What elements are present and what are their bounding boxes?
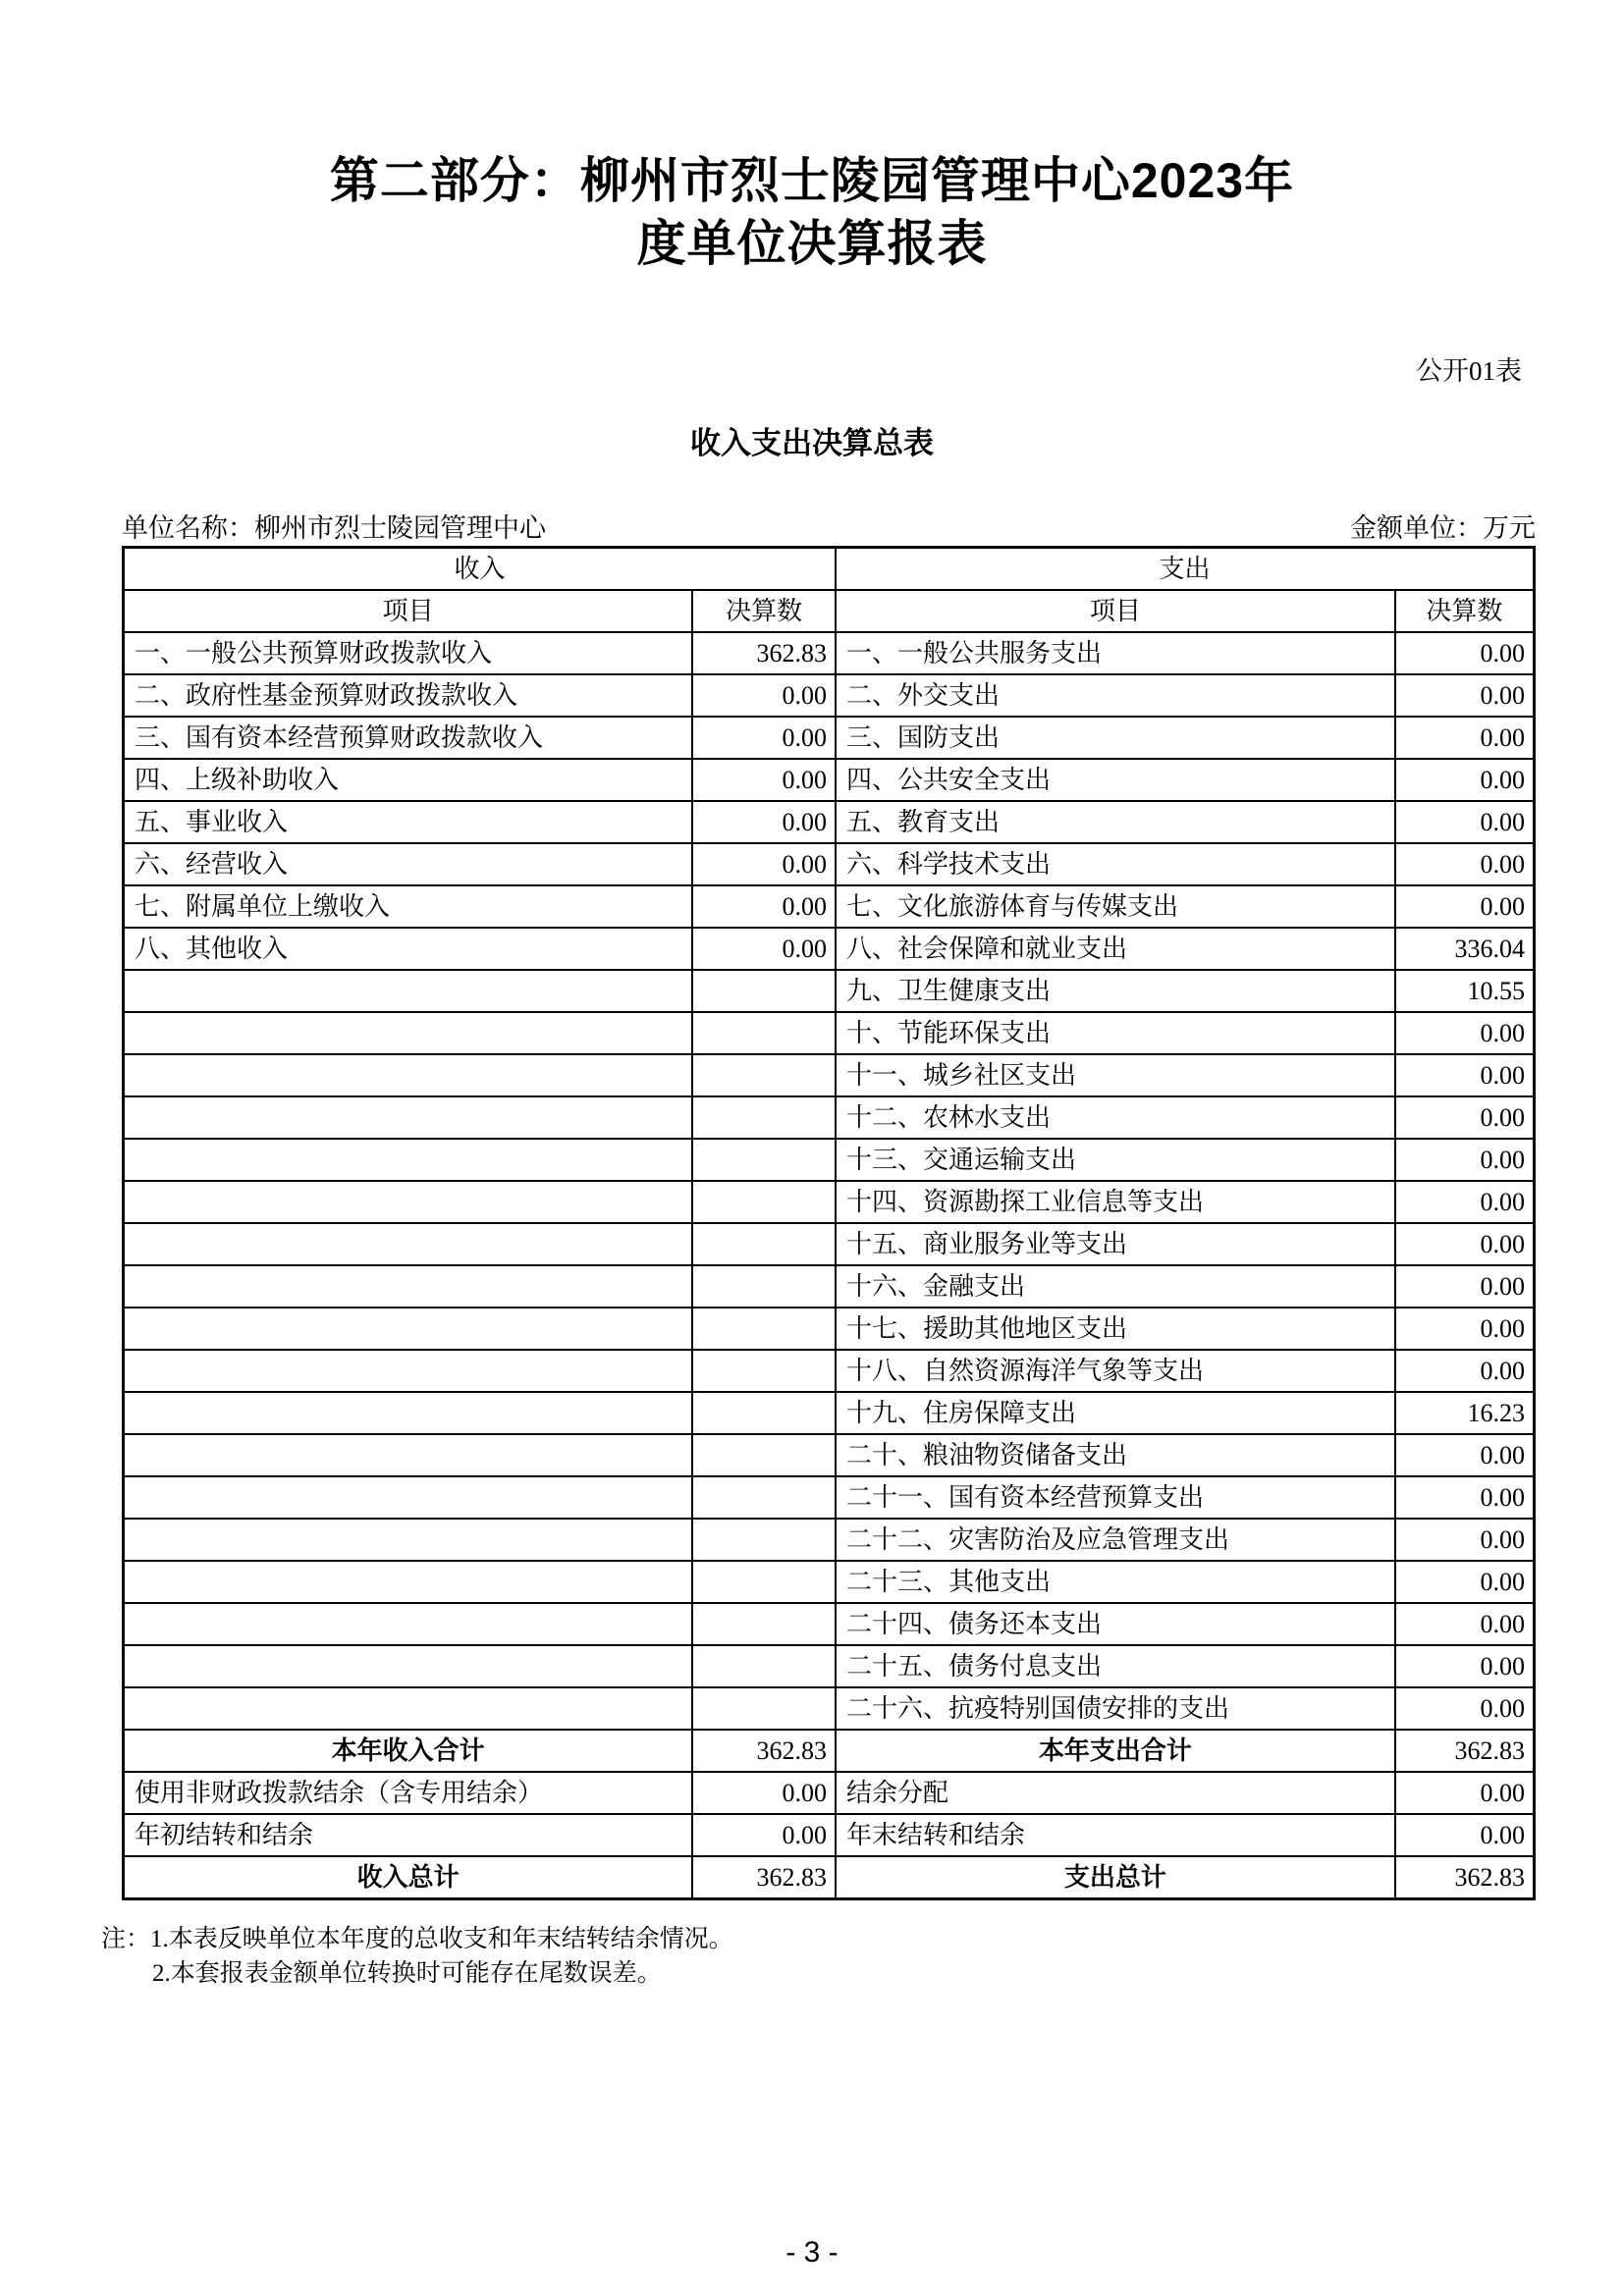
income-item-cell: [124, 1308, 693, 1350]
expense-item-cell: 十四、资源勘探工业信息等支出: [836, 1181, 1395, 1223]
table-row: [124, 1645, 1535, 1687]
table-row: [124, 1392, 1535, 1434]
table-notes: [101, 1922, 733, 1991]
table-meta-line: [122, 507, 1536, 545]
expense-group-header: 支出: [836, 548, 1534, 591]
table-row: [124, 632, 1535, 674]
expense-item-cell: 结余分配: [836, 1772, 1395, 1814]
income-amount-cell: [692, 1392, 836, 1434]
expense-item-cell: 二十四、债务还本支出: [836, 1603, 1395, 1645]
income-amount-cell: [692, 1434, 836, 1476]
table-row: [124, 928, 1535, 970]
income-amount-cell: 0.00: [692, 1814, 836, 1856]
income-item-cell: [124, 1561, 693, 1603]
table-row: [124, 1561, 1535, 1603]
income-item-cell: [124, 1223, 693, 1265]
expense-item-header: 项目: [836, 590, 1395, 632]
document-title-line2: 度单位决算报表: [636, 216, 988, 271]
table-row: [124, 970, 1535, 1012]
expense-item-cell: 十九、住房保障支出: [836, 1392, 1395, 1434]
income-amount-cell: [692, 970, 836, 1012]
expense-item-cell: 五、教育支出: [836, 801, 1395, 843]
income-item-cell: [124, 1012, 693, 1054]
expense-amount-cell: 0.00: [1395, 1181, 1535, 1223]
table-body: [124, 632, 1535, 1899]
expense-amount-cell: 0.00: [1395, 801, 1535, 843]
document-title-line1: 第二部分：柳州市烈士陵园管理中心2023年: [329, 153, 1295, 208]
income-item-cell: 三、国有资本经营预算财政拨款收入: [124, 717, 693, 759]
income-item-cell: 本年收入合计: [124, 1730, 693, 1772]
income-item-header: 项目: [124, 590, 693, 632]
expense-amount-cell: 0.00: [1395, 885, 1535, 928]
table-row: [124, 1265, 1535, 1308]
income-item-cell: 一、一般公共预算财政拨款收入: [124, 632, 693, 674]
table-row: [124, 1012, 1535, 1054]
expense-amount-cell: 0.00: [1395, 1350, 1535, 1392]
expense-amount-cell: 0.00: [1395, 674, 1535, 717]
income-item-cell: 二、政府性基金预算财政拨款收入: [124, 674, 693, 717]
expense-item-cell: 支出总计: [836, 1856, 1395, 1899]
income-amount-cell: [692, 1139, 836, 1181]
table-row: [124, 1687, 1535, 1730]
expense-amount-cell: 0.00: [1395, 1054, 1535, 1096]
income-item-cell: [124, 1265, 693, 1308]
expense-item-cell: 二十二、灾害防治及应急管理支出: [836, 1519, 1395, 1561]
table-total-row: [124, 1856, 1535, 1899]
expense-amount-cell: 0.00: [1395, 1265, 1535, 1308]
expense-amount-cell: 362.83: [1395, 1730, 1535, 1772]
table-row: [124, 759, 1535, 801]
income-amount-header: 决算数: [692, 590, 836, 632]
income-amount-cell: [692, 1476, 836, 1519]
income-amount-cell: [692, 1561, 836, 1603]
table-row: [124, 843, 1535, 885]
table-row: [124, 717, 1535, 759]
expense-item-cell: 十二、农林水支出: [836, 1096, 1395, 1139]
table-row: [124, 1096, 1535, 1139]
income-item-cell: 六、经营收入: [124, 843, 693, 885]
expense-item-cell: 十、节能环保支出: [836, 1012, 1395, 1054]
expense-amount-cell: 0.00: [1395, 1772, 1535, 1814]
table-row: [124, 1139, 1535, 1181]
income-item-cell: 八、其他收入: [124, 928, 693, 970]
income-item-cell: [124, 970, 693, 1012]
income-amount-cell: 362.83: [692, 1856, 836, 1899]
table-row: [124, 1308, 1535, 1350]
income-item-cell: [124, 1434, 693, 1476]
expense-amount-header: 决算数: [1395, 590, 1535, 632]
expense-amount-cell: 0.00: [1395, 1476, 1535, 1519]
income-item-cell: [124, 1139, 693, 1181]
income-amount-cell: 0.00: [692, 717, 836, 759]
income-amount-cell: [692, 1265, 836, 1308]
income-item-cell: 收入总计: [124, 1856, 693, 1899]
expense-item-cell: 本年支出合计: [836, 1730, 1395, 1772]
expense-amount-cell: 10.55: [1395, 970, 1535, 1012]
table-summary-row: [124, 1814, 1535, 1856]
income-amount-cell: [692, 1181, 836, 1223]
income-item-cell: 四、上级补助收入: [124, 759, 693, 801]
expense-amount-cell: 0.00: [1395, 1645, 1535, 1687]
income-item-cell: [124, 1687, 693, 1730]
expense-item-cell: 一、一般公共服务支出: [836, 632, 1395, 674]
expense-item-cell: 六、科学技术支出: [836, 843, 1395, 885]
income-item-cell: [124, 1181, 693, 1223]
income-amount-cell: 0.00: [692, 885, 836, 928]
income-item-cell: [124, 1519, 693, 1561]
income-amount-cell: [692, 1308, 836, 1350]
expense-item-cell: 年末结转和结余: [836, 1814, 1395, 1856]
table-row: [124, 1476, 1535, 1519]
expense-amount-cell: 0.00: [1395, 1519, 1535, 1561]
expense-amount-cell: 0.00: [1395, 1814, 1535, 1856]
expense-item-cell: 二十、粮油物资储备支出: [836, 1434, 1395, 1476]
expense-item-cell: 十三、交通运输支出: [836, 1139, 1395, 1181]
expense-amount-cell: 0.00: [1395, 1096, 1535, 1139]
expense-item-cell: 十一、城乡社区支出: [836, 1054, 1395, 1096]
income-item-cell: [124, 1603, 693, 1645]
expense-item-cell: 三、国防支出: [836, 717, 1395, 759]
income-amount-cell: [692, 1350, 836, 1392]
expense-amount-cell: 0.00: [1395, 1561, 1535, 1603]
table-total-row: [124, 1730, 1535, 1772]
expense-amount-cell: 0.00: [1395, 1139, 1535, 1181]
table-row: [124, 1054, 1535, 1096]
income-amount-cell: [692, 1603, 836, 1645]
expense-item-cell: 二十五、债务付息支出: [836, 1645, 1395, 1687]
table-row: [124, 1519, 1535, 1561]
expense-amount-cell: 336.04: [1395, 928, 1535, 970]
table-row: [124, 801, 1535, 843]
table-row: [124, 1223, 1535, 1265]
expense-item-cell: 二、外交支出: [836, 674, 1395, 717]
expense-amount-cell: 0.00: [1395, 1434, 1535, 1476]
table-column-header-row: [124, 590, 1535, 632]
expense-item-cell: 十七、援助其他地区支出: [836, 1308, 1395, 1350]
expense-item-cell: 九、卫生健康支出: [836, 970, 1395, 1012]
income-amount-cell: 362.83: [692, 1730, 836, 1772]
income-item-cell: 使用非财政拨款结余（含专用结余）: [124, 1772, 693, 1814]
income-item-cell: [124, 1476, 693, 1519]
expense-amount-cell: 0.00: [1395, 1308, 1535, 1350]
income-amount-cell: [692, 1054, 836, 1096]
expense-item-cell: 四、公共安全支出: [836, 759, 1395, 801]
income-expense-table: [122, 546, 1536, 1900]
table-row: [124, 674, 1535, 717]
expense-amount-cell: 0.00: [1395, 1012, 1535, 1054]
income-item-cell: 年初结转和结余: [124, 1814, 693, 1856]
note-line-2: 2.本套报表金额单位转换时可能存在尾数误差。: [152, 1960, 662, 1987]
income-amount-cell: 362.83: [692, 632, 836, 674]
expense-item-cell: 八、社会保障和就业支出: [836, 928, 1395, 970]
expense-amount-cell: 16.23: [1395, 1392, 1535, 1434]
expense-amount-cell: 0.00: [1395, 1687, 1535, 1730]
income-amount-cell: 0.00: [692, 759, 836, 801]
table-row: [124, 885, 1535, 928]
income-item-cell: 七、附属单位上缴收入: [124, 885, 693, 928]
income-item-cell: 五、事业收入: [124, 801, 693, 843]
income-item-cell: [124, 1645, 693, 1687]
table-row: [124, 1181, 1535, 1223]
expense-amount-cell: 0.00: [1395, 759, 1535, 801]
income-amount-cell: [692, 1096, 836, 1139]
expense-amount-cell: 0.00: [1395, 632, 1535, 674]
amount-unit-label: 金额单位：万元: [1350, 513, 1536, 543]
expense-item-cell: 二十六、抗疫特别国债安排的支出: [836, 1687, 1395, 1730]
income-amount-cell: [692, 1687, 836, 1730]
income-amount-cell: 0.00: [692, 843, 836, 885]
note-line-1: 注：1.本表反映单位本年度的总收支和年末结转结余情况。: [101, 1926, 733, 1952]
income-amount-cell: [692, 1519, 836, 1561]
income-item-cell: [124, 1054, 693, 1096]
income-amount-cell: 0.00: [692, 928, 836, 970]
expense-amount-cell: 362.83: [1395, 1856, 1535, 1899]
expense-amount-cell: 0.00: [1395, 843, 1535, 885]
income-group-header: 收入: [124, 548, 837, 591]
page-number: - 3 -: [785, 2236, 839, 2269]
table-row: [124, 1434, 1535, 1476]
income-item-cell: [124, 1350, 693, 1392]
table-code-label: 公开01表: [1416, 356, 1522, 386]
income-item-cell: [124, 1392, 693, 1434]
income-amount-cell: 0.00: [692, 801, 836, 843]
document-title: [0, 149, 1624, 275]
income-amount-cell: [692, 1223, 836, 1265]
expense-item-cell: 七、文化旅游体育与传媒支出: [836, 885, 1395, 928]
expense-amount-cell: 0.00: [1395, 1223, 1535, 1265]
expense-item-cell: 二十一、国有资本经营预算支出: [836, 1476, 1395, 1519]
unit-name-label: 单位名称：柳州市烈士陵园管理中心: [122, 513, 546, 543]
income-amount-cell: [692, 1645, 836, 1687]
table-title: 收入支出决算总表: [690, 426, 934, 460]
table-row: [124, 1603, 1535, 1645]
expense-item-cell: 十六、金融支出: [836, 1265, 1395, 1308]
expense-amount-cell: 0.00: [1395, 1603, 1535, 1645]
income-amount-cell: [692, 1012, 836, 1054]
income-item-cell: [124, 1096, 693, 1139]
expense-amount-cell: 0.00: [1395, 717, 1535, 759]
expense-item-cell: 十五、商业服务业等支出: [836, 1223, 1395, 1265]
expense-item-cell: 二十三、其他支出: [836, 1561, 1395, 1603]
income-amount-cell: 0.00: [692, 674, 836, 717]
table-row: [124, 1350, 1535, 1392]
expense-item-cell: 十八、自然资源海洋气象等支出: [836, 1350, 1395, 1392]
table-group-header-row: [124, 548, 1535, 591]
income-amount-cell: 0.00: [692, 1772, 836, 1814]
table-summary-row: [124, 1772, 1535, 1814]
